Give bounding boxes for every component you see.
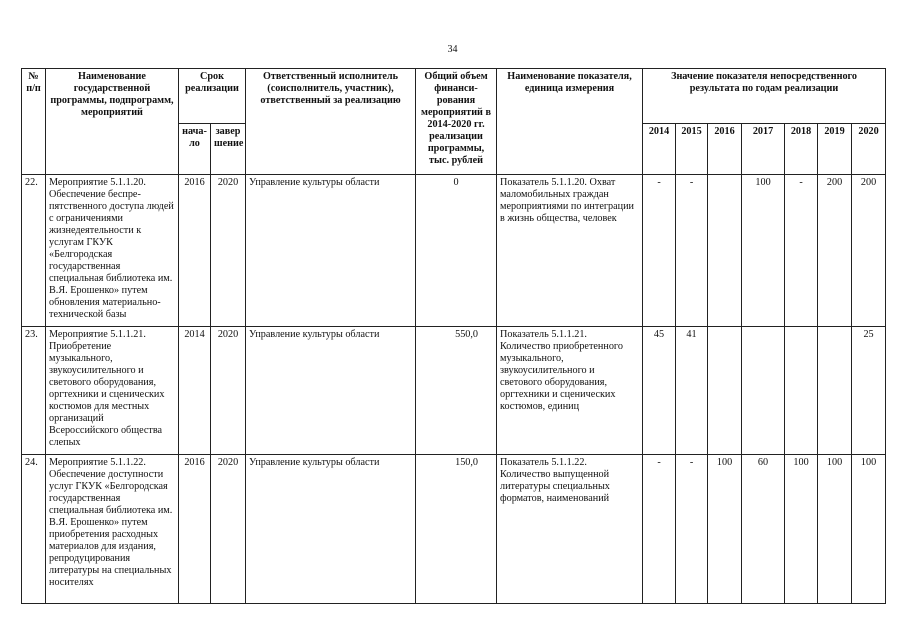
row-indicator: Показатель 5.1.1.20. Охват маломобильных граждан мероприятиями по интеграции в жизнь общества, человек [497,175,643,327]
header-term-start: нача-ло [179,124,211,175]
header-year-2017: 2017 [742,124,785,175]
header-year-2014: 2014 [643,124,676,175]
table-row [22,175,886,327]
row-end: 2020 [211,455,246,604]
row-value-2018: - [785,175,818,327]
row-num: 24. [22,455,46,604]
row-funding: 150,0 [416,455,497,604]
row-value-2015: 41 [676,327,708,455]
row-funding: 550,0 [416,327,497,455]
row-value-2019 [818,327,852,455]
row-start: 2016 [179,175,211,327]
header-year-2018: 2018 [785,124,818,175]
row-value-2017 [742,327,785,455]
row-end: 2020 [211,327,246,455]
row-name: Мероприятие 5.1.1.20. Обеспечение беспре-пятственного доступа людей с ограничениями жизнедеятельности к услугам ГКУК «Белгородская государственная специальная библиотека им. В.Я. Ерошенко» путем обновления материально-технической базы [46,175,179,327]
row-value-2020: 25 [852,327,886,455]
row-executor: Управление культуры области [246,175,416,327]
table-row [22,455,886,604]
header-year-2016: 2016 [708,124,742,175]
row-name: Мероприятие 5.1.1.21. Приобретение музыкального, звукоусилительного и светового оборудования, оргтехники и сценических костюмов для местных организаций Всероссийского общества слепых [46,327,179,455]
header-values: Значение показателя непосредственного результата по годам реализации [643,69,886,124]
row-value-2015: - [676,175,708,327]
row-value-2015: - [676,455,708,604]
header-row-top [22,69,886,124]
row-value-2016 [708,327,742,455]
row-value-2019: 100 [818,455,852,604]
row-value-2020: 100 [852,455,886,604]
row-start: 2016 [179,455,211,604]
table-row [22,327,886,455]
row-value-2017: 60 [742,455,785,604]
header-year-2020: 2020 [852,124,886,175]
header-indicator: Наименование показателя, единица измерения [497,69,643,175]
row-executor: Управление культуры области [246,455,416,604]
row-num: 22. [22,175,46,327]
row-value-2020: 200 [852,175,886,327]
row-funding: 0 [416,175,497,327]
row-name: Мероприятие 5.1.1.22. Обеспечение доступности услуг ГКУК «Белгородская государственная специальная библиотека им. В.Я. Ерошенко» путем приобретения расходных материалов для издания, репродуцирования литературы на специальных носителях [46,455,179,604]
header-year-2015: 2015 [676,124,708,175]
row-value-2017: 100 [742,175,785,327]
row-value-2014: 45 [643,327,676,455]
header-year-2019: 2019 [818,124,852,175]
row-num: 23. [22,327,46,455]
row-value-2018 [785,327,818,455]
header-funding: Общий объем финанси-рования мероприятий в 2014-2020 гг. реализации программы, тыс. рублей [416,69,497,175]
row-start: 2014 [179,327,211,455]
row-indicator: Показатель 5.1.1.21. Количество приобретенного музыкального, звукоусилительного и светового оборудования, оргтехники и сценических костюмов, единиц [497,327,643,455]
header-term: Срок реализации [179,69,246,124]
row-executor: Управление культуры области [246,327,416,455]
row-value-2018: 100 [785,455,818,604]
row-value-2016 [708,175,742,327]
row-value-2016: 100 [708,455,742,604]
row-end: 2020 [211,175,246,327]
header-num: № п/п [22,69,46,175]
header-term-end: завер шение [211,124,246,175]
header-executor: Ответственный исполнитель (соисполнитель, участник), ответственный за реализацию [246,69,416,175]
header-name: Наименование государственной программы, подпрограмм, мероприятий [46,69,179,175]
row-indicator: Показатель 5.1.1.22. Количество выпущенной литературы специальных форматов, наименований [497,455,643,604]
row-value-2019: 200 [818,175,852,327]
program-table [21,68,886,604]
page-number: 34 [447,44,458,55]
row-value-2014: - [643,175,676,327]
row-value-2014: - [643,455,676,604]
